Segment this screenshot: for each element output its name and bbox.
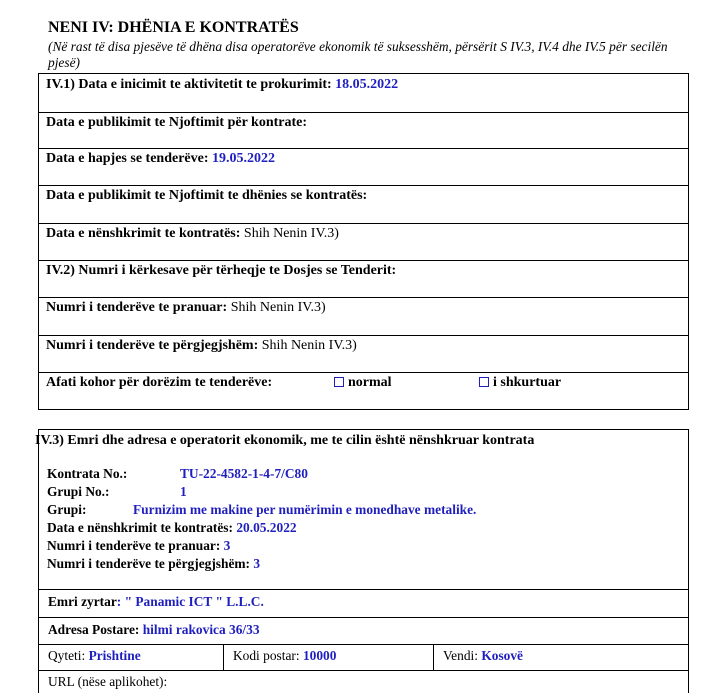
operator-heading: IV.3) Emri dhe adresa e operatorit ekonomik, me te cilin është nënshkruar kontrata <box>35 433 535 448</box>
divider <box>39 644 688 645</box>
group-value: Furnizim me makine per numërimin e monedhave metalike. <box>133 502 477 517</box>
table-row <box>39 298 688 336</box>
city-label: Qyteti: <box>48 648 86 663</box>
table-row <box>39 336 688 373</box>
divider <box>223 644 224 670</box>
official-name-label: Emri zyrtar <box>48 594 117 609</box>
address-value: hilmi rakovica 36/33 <box>142 622 260 637</box>
responsive-value: 3 <box>253 556 261 571</box>
checkbox-icon[interactable] <box>479 377 489 387</box>
row-value: 19.05.2022 <box>212 151 276 166</box>
row-label: IV.1) Data e inicimit te aktivitetit te prokurimit: <box>46 77 332 92</box>
group-no-value: 1 <box>180 484 187 499</box>
group-no-label: Grupi No.: <box>47 484 110 499</box>
contract-no-label: Kontrata No.: <box>47 466 128 481</box>
responsive-label: Numri i tenderëve te përgjegjshëm: <box>47 556 251 571</box>
option-short[interactable] <box>479 375 561 391</box>
deadline-row <box>39 373 688 409</box>
city-value: Prishtine <box>88 648 141 663</box>
postal-label: Kodi postar: <box>233 648 300 663</box>
postal-value: 10000 <box>302 648 337 663</box>
table-row <box>39 74 688 113</box>
divider <box>433 644 434 670</box>
option-normal[interactable] <box>334 375 392 391</box>
sign-date-value: 20.05.2022 <box>236 520 297 535</box>
option-short-label: i shkurtuar <box>493 375 562 390</box>
operator-table <box>35 429 689 693</box>
table-row <box>39 186 688 224</box>
row-label: Data e nënshkrimit te kontratës: <box>46 226 241 241</box>
table-row <box>39 261 688 298</box>
row-label: Data e publikimit te Njoftimit për kontrate: <box>46 115 308 130</box>
row-label: Numri i tenderëve te pranuar: <box>46 300 228 315</box>
divider <box>39 617 688 618</box>
row-value: 18.05.2022 <box>335 77 399 92</box>
contract-no-value: TU-22-4582-1-4-7/C80 <box>180 466 308 481</box>
section-title: NENI IV: DHËNIA E KONTRATËS <box>48 19 299 36</box>
row-value: Shih Nenin IV.3) <box>243 226 339 241</box>
divider <box>39 589 688 590</box>
option-normal-label: normal <box>348 375 392 390</box>
row-value: Shih Nenin IV.3) <box>261 338 357 353</box>
deadline-label: Afati kohor për dorëzim te tenderëve: <box>46 375 273 390</box>
contract-dates-table <box>38 73 689 410</box>
country-label: Vendi: <box>443 648 478 663</box>
address-label: Adresa Postare: <box>48 622 140 637</box>
country-value: Kosovë <box>481 648 523 663</box>
row-value: Shih Nenin IV.3) <box>230 300 326 315</box>
table-row <box>39 113 688 149</box>
table-row <box>39 149 688 186</box>
checkbox-icon[interactable] <box>334 377 344 387</box>
official-name-value: : " Panamic ICT " L.L.C. <box>116 594 264 609</box>
group-label: Grupi: <box>47 502 87 517</box>
accepted-label: Numri i tenderëve te pranuar: <box>47 538 221 553</box>
row-label: IV.2) Numri i kërkesave për tërheqje te Dosjes se Tenderit: <box>46 263 397 278</box>
accepted-value: 3 <box>223 538 231 553</box>
sign-date-label: Data e nënshkrimit te kontratës: <box>47 520 233 535</box>
row-label: Data e hapjes se tenderëve: <box>46 151 209 166</box>
section-note: (Në rast të disa pjesëve të dhëna disa operatorëve ekonomik të suksesshëm, përsërit S IV.3, IV.4 dhe IV.5 për secilën pjesë) <box>48 39 668 70</box>
row-label: Numri i tenderëve te përgjegjshëm: <box>46 338 259 353</box>
row-label: Data e publikimit te Njoftimit te dhënies se kontratës: <box>46 188 368 203</box>
divider <box>39 670 688 671</box>
table-row <box>39 224 688 261</box>
url-label: URL (nëse aplikohet): <box>48 674 168 689</box>
